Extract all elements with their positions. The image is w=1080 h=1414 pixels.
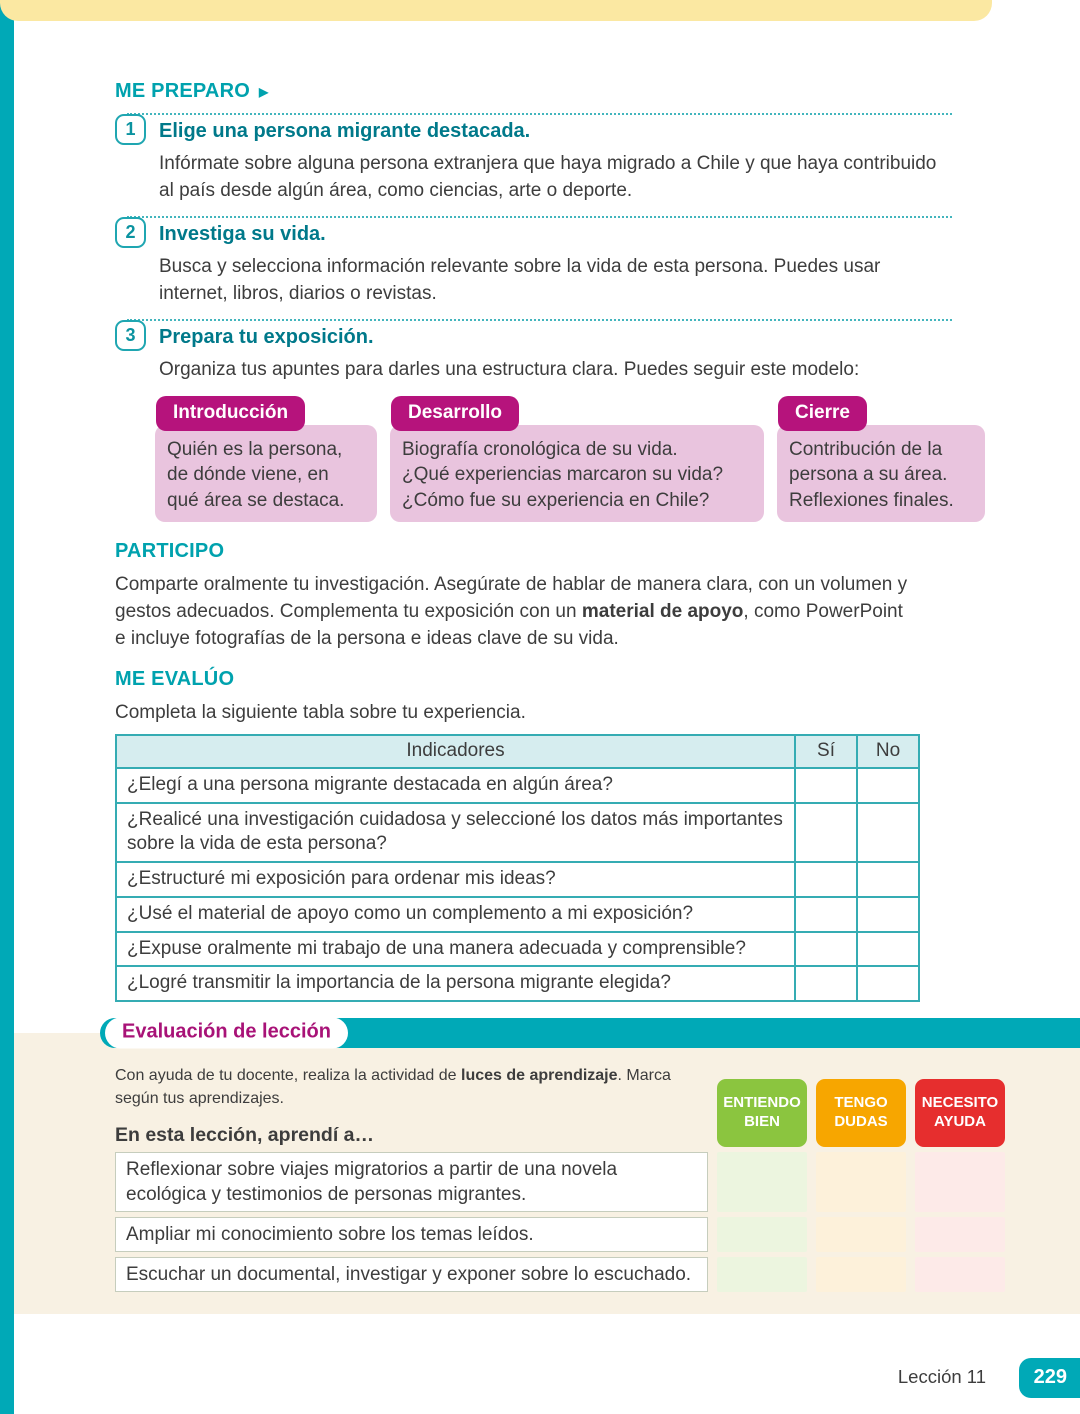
table-header-row [116,735,919,768]
no-cell[interactable] [857,862,919,897]
exposition-model [155,396,985,522]
table-row [116,862,919,897]
cierre-box: Contribución de la persona a su área. Reflexiones finales. [777,425,985,522]
header-no: No [857,735,919,768]
mark-cell-orange[interactable] [816,1152,906,1212]
page-number-badge: 229 [1019,1358,1080,1398]
mark-cell-orange[interactable] [816,1257,906,1292]
mark-cell-red[interactable] [915,1257,1005,1292]
step-3 [115,317,985,384]
top-accent-band [0,0,992,21]
section-me-evaluo-title [115,668,985,691]
desarrollo-line-3: ¿Cómo fue su experiencia en Chile? [402,489,710,511]
lesson-lead: En esta lección, aprendí a… [115,1123,375,1146]
si-cell[interactable] [795,932,857,967]
introduccion-box: Quién es la persona, de dónde viene, en qué área se destaca. [155,425,377,522]
si-cell[interactable] [795,966,857,1001]
lesson-number-label: Lección 11 [897,1366,986,1387]
desarrollo-line-2: ¿Qué experiencias marcaron su vida? [402,464,724,486]
page-footer [0,1342,1080,1414]
mark-cell-green[interactable] [717,1217,807,1252]
section-participo-title [115,540,985,563]
learning-lights-grid [115,1065,1005,1292]
evaluation-text-post: . Marca según tus aprendizajes. [115,1066,671,1107]
evaluation-body [14,1033,1080,1314]
learning-row-text: Reflexionar sobre viajes migratorios a partir de una novela ecológica y testimonios de personas migrantes. [115,1152,708,1212]
evaluation-intro [115,1065,708,1147]
participo-paragraph [115,571,915,652]
mark-cell-red[interactable] [915,1152,1005,1212]
no-cell[interactable] [857,897,919,932]
desarrollo-line-1: Biografía cronológica de su vida. [402,438,678,460]
learning-row-text: Ampliar mi conocimiento sobre los temas leídos. [115,1217,708,1252]
header-si: Sí [795,735,857,768]
header-indicadores: Indicadores [116,735,795,768]
si-cell[interactable] [795,768,857,803]
indicator-cell: ¿Expuse oralmente mi trabajo de una manera adecuada y comprensible? [116,932,795,967]
model-column-cierre [777,396,985,522]
table-row [116,897,919,932]
table-row [116,803,919,862]
participo-text-bold: material de apoyo [581,600,744,622]
participo-text-pre: Comparte oralmente tu investigación. Asegúrate de hablar de manera clara, con un volumen y gestos adecuados. Complementa tu exposición con un [115,573,908,622]
mark-cell-green[interactable] [717,1257,807,1292]
mark-cell-red[interactable] [915,1217,1005,1252]
me-evaluo-intro: Completa la siguiente tabla sobre tu experiencia. [115,702,526,724]
self-evaluation-table [115,734,920,1002]
me-preparo-label: ME PREPARO [115,80,250,102]
si-cell[interactable] [795,862,857,897]
column-entiendo-bien: ENTIENDO BIEN [717,1079,807,1147]
play-icon: ▶ [258,84,269,99]
step-1-body: Infórmate sobre alguna persona extranjera que haya migrado a Chile y que haya contribuido al país desde algún área, como ciencias, arte o deporte. [159,153,937,201]
column-tengo-dudas: TENGO DUDAS [816,1079,906,1147]
desarrollo-box [390,425,764,522]
si-cell[interactable] [795,803,857,862]
indicator-cell: ¿Elegí a una persona migrante destacada en algún área? [116,768,795,803]
mark-cell-orange[interactable] [816,1217,906,1252]
evaluation-title-pill: Evaluación de lección [105,1017,348,1048]
desarrollo-tag: Desarrollo [391,396,519,431]
introduccion-tag: Introducción [156,396,305,431]
indicator-cell: ¿Usé el material de apoyo como un complemento a mi exposición? [116,897,795,932]
step-3-title: Prepara tu exposición. [159,325,374,348]
indicator-cell: ¿Estructuré mi exposición para ordenar mis ideas? [116,862,795,897]
table-row [116,768,919,803]
step-1-title: Elige una persona migrante destacada. [159,119,531,142]
participo-text-post: , como PowerPoint e incluye fotografías de la persona e ideas clave de su vida. [115,600,903,650]
model-column-desarrollo [390,396,764,522]
me-evaluo-label: ME EVALÚO [115,668,235,691]
table-row [116,932,919,967]
evaluation-text-bold: luces de aprendizaje [461,1066,618,1084]
evaluation-intro-paragraph [115,1065,690,1111]
column-necesito-ayuda: NECESITO AYUDA [915,1079,1005,1147]
step-2-number: 2 [115,217,146,248]
left-accent-strip [0,0,14,1414]
evaluation-band [100,1018,1080,1048]
mark-cell-green[interactable] [717,1152,807,1212]
indicator-cell: ¿Realicé una investigación cuidadosa y seleccioné los datos más importantes sobre la vida de esta persona? [116,803,795,862]
step-1-number: 1 [115,114,146,145]
step-2-title: Investiga su vida. [159,222,326,245]
no-cell[interactable] [857,768,919,803]
model-column-introduccion [155,396,377,522]
step-2-body: Busca y selecciona información relevante sobre la vida de esta persona. Puedes usar internet, libros, diarios o revistas. [159,256,881,304]
step-2 [115,214,985,307]
lesson-evaluation-section [0,1018,1080,1314]
no-cell[interactable] [857,803,919,862]
step-3-number: 3 [115,320,146,351]
step-1 [115,111,985,204]
si-cell[interactable] [795,897,857,932]
no-cell[interactable] [857,932,919,967]
table-row [116,966,919,1001]
section-me-preparo-title [115,80,985,103]
no-cell[interactable] [857,966,919,1001]
participo-label: PARTICIPO [115,539,225,562]
cierre-tag: Cierre [778,396,867,431]
evaluation-text-pre: Con ayuda de tu docente, realiza la actividad de [115,1066,462,1084]
learning-row-text: Escuchar un documental, investigar y exponer sobre lo escuchado. [115,1257,708,1292]
step-3-body: Organiza tus apuntes para darles una estructura clara. Puedes seguir este modelo: [159,359,860,381]
indicator-cell: ¿Logré transmitir la importancia de la persona migrante elegida? [116,966,795,1001]
